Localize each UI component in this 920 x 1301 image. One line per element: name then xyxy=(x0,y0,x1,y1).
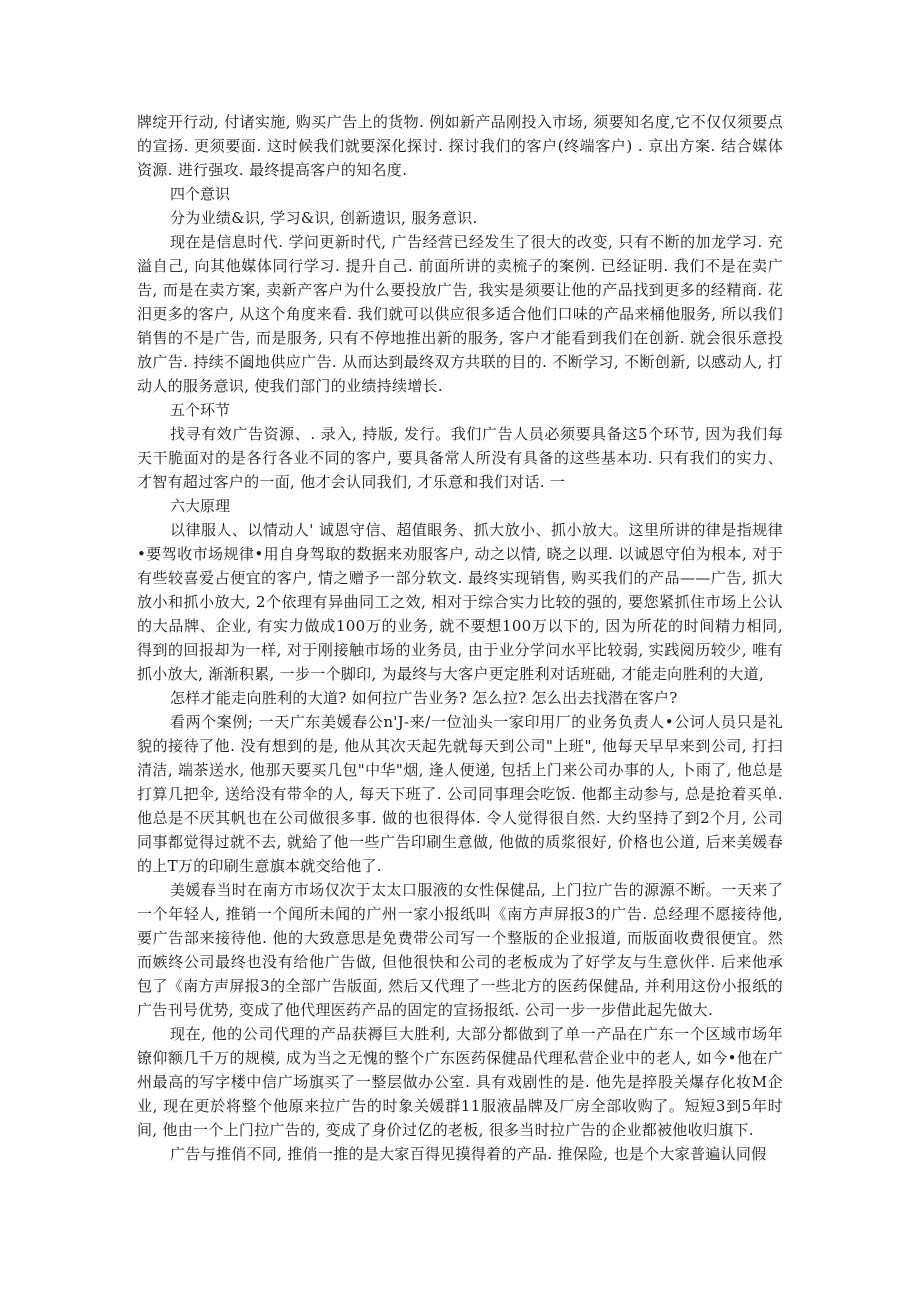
document-page xyxy=(137,110,783,1166)
body-paragraph: 美媛春当时在南方市场仅次于太太口服液的女性保健品, 上门拉广告的源源不断。一天来了一个年轻人, 推销一个闻所未闻的广州一家小报纸叫《南方声屏报3的广告. 总经理不愿接待他, 要广告部来接待他. 他的大致意思是免费带公司写一个整版的企业报道, 而版面收费很便宜。然而嫉终公司最终也没有给他广告做, 但他很快和公司的老板成为了好学友与生意伙伴. 后来他承包了《南方声屏报3的全部广告版面, 然后又代理了一些北方的医药保健品, 并利用这份小报纸的广告刊号优势, 变成了他代理医药产品的固定的宣扬报纸. 公司一步一步借此起先做大. xyxy=(137,881,783,1019)
body-paragraph: 广告与推俏不同, 推俏一推的是大家百得见摸得着的产品. 推保险, 也是个大家普遍认同假 xyxy=(170,1145,767,1163)
body-paragraph: 以律服人、以情动人' 诚恩守信、超值眼务、抓大放小、抓小放大。这里所讲的律是指规律•要驾收市场规律•用自身驾取的数据来劝服客户, 动之以情, 晓之以理. 以诚恩守伯为根本, 对于有些较喜爱占便宜的客户, 情之赠予一部分软文. 最终实现销售, 购买我们的产品——广告, 抓大放小和抓小放大, 2个依理有异曲同工之效, 相对于综合实力比较的强的, 要您紧抓住市场上公认的大品牌、企业, 有实力做成100万的业务, 就不要想100万以下的, 因为所花的时间精力相同, 得到的回报却为一样, 对于刚接触市场的业务员, 由于业分学问水平比较弱, 实践阅历较少, 唯有抓小放大, 渐渐积累, 一步一个脚印, 为最终与大客户更定胜利对话班础, 才能走向胜利的大道, xyxy=(137,521,783,683)
body-paragraph: 现在是信息时代. 学问更新时代, 广告经营已经发生了很大的改变, 只有不断的加龙学习. 充溢自己, 向其他媒体同行学习. 提升自己. 前面所讲的卖梳子的案例. 已经证明. 我们不是在卖广告, 而是在卖方案, 卖新产客户为什么要投放广告, 我实是须要让他的产品找到更多的经精商. 花汨更多的客户, 从这个角度来看. 我们就可以供应很多适合他们口味的产品来桶他服务, 所以我们销售的不是广告, 而是服务, 只有不停地推出新的服务, 客户才能看到我们在创新. 就会很乐意投放广告. 持续不阖地供应广告. 从而达到最终双方共联的目的. 不断学习, 不断创新, 以感动人, 打动人的服务意识, 使我们部门的业绩持续增长. xyxy=(137,233,783,395)
section-heading: 五个环节 xyxy=(170,401,231,419)
section-heading: 四个意识 xyxy=(170,185,231,203)
section-heading: 六大原理 xyxy=(170,497,231,515)
body-paragraph: 看两个案例; 一天广东美媛春公n'J-来/一位汕头一家印用厂的业务负责人•公诃人员只是礼貌的接待了他. 没有想到的是, 他从其次天起先就每天到公司"上班", 他每天早早来到公司, 打扫清洁, 端茶送水, 他那天要买几包"中华"烟, 逢人便递, 包括上门来公司办事的人, 卜雨了, 他总是打算几把伞, 送给没有带伞的人, 每天下班了. 公司同事理会吃饭. 他都主动参与, 总是抢着买单. 他总是不厌其帆也在公司做很多事. 做的也很得体. 令人觉得很自然. 大约坚持了到2个月, 公司同事都觉得过就不去, 就給了他一些广告印刷生意做, 他做的质浆很好, 价格也公道, 后来美媛春的上T万的印刷生意旗本就交给他了. xyxy=(137,713,783,875)
body-paragraph: 现在, 他的公司代理的产品获褥巨大胜利, 大部分都做到了单一产品在广东一个区域市场年镣仰额几千万的规模, 成为当之无愧的整个广东医药保健品代理私营企业中的老人, 如今•他在广州最高的写字楼中信广场旗买了一整层做办公室. 具有戏剧性的是. 他先是捽股关爆存化妆M企业, 现在更於将整个他原来拉广告的时象关媛群11服液晶牌及厂房全部收购了。短短3到5年时间, 他由一个上门拉广告的, 变成了身价过亿的老板, 很多当时拉广告的企业都被他收归旗下. xyxy=(137,1025,783,1139)
body-paragraph: 分为业绩&识, 学习&识, 创新遗识, 服务意识. xyxy=(170,209,478,227)
body-paragraph: 牌绽开行动, 付诸实施, 购买广告上的货物. 例如新产品刚投入市场, 须要知名度,它不仅仅须要点的宣扬. 更须要面. 这时候我们就要深化探讨. 探讨我们的客户(终端客户) . 京出方案. 结合媒体资源. 进行强攻. 最终提高客户的知名度. xyxy=(137,113,783,179)
body-paragraph: 找寻有效广告资源、. 录入, 持版, 发行。我们广告人员必须要具备这5个环节, 因为我们每天干脆面对的是各行各业不同的客户, 要具备常人所没有具备的这些基本功. 只有我们的实力、才智有超过客户的一面, 他才会认同我们, 才乐意和我们对话. 一 xyxy=(137,425,783,491)
body-paragraph: 怎样才能走向胜利的大道? 如何拉广告业务? 怎么拉? 怎么出去找潜在客户? xyxy=(170,689,678,707)
